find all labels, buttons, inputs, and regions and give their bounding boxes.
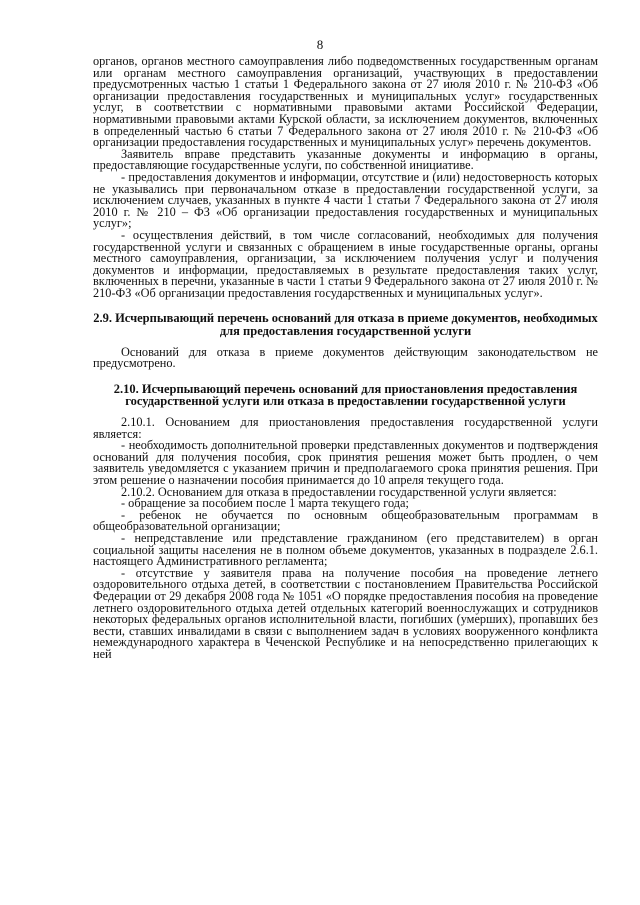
paragraph-2-10-1: 2.10.1. Основанием для приостановления предоставления государственной услуги является: (93, 415, 598, 441)
list-item-not-studying: - ребенок не обучается по основным общеобразовательным программам в общеобразовательной организации; (93, 507, 598, 534)
section-heading-2-9: 2.9. Исчерпывающий перечень оснований для отказа в приеме документов, необходимых для предоставления государственной услуги (93, 311, 598, 339)
document-body (93, 56, 598, 661)
paragraph-no-refusal-grounds: Оснований для отказа в приеме документов действующим законодательством не предусмотрено. (93, 344, 598, 371)
list-item-documents: - предоставления документов и информации, отсутствие и (или) недостоверность которых не указывались при первоначальном отказе в предоставлении государственной услуги, за исключением случаев, указанных в пункте 4 части 1 статьи 7 Федерального закона от 27 июля 2010 г. № 210 – ФЗ «Об организации предоставления государственных и муниципальных услуг»; (93, 169, 598, 231)
list-item-no-entitlement: - отсутствие у заявителя права на получение пособия на проведение летнего оздоровительного отдыха детей, в соответствии с постановлением Правительства Российской Федерации от 29 декабря 2008 года № 1051 «О порядке предоставления пособия на проведение летнего оздоровительного отдыха детей отдельных категорий военнослужащих и сотрудников некоторых федеральных органов исполнительной власти, погибших (умерших), пропавших без вести, ставших инвалидами в связи с выполнением задач в условиях вооруженного конфликта немеждународного характера в Чеченской Республике и на непосредственно прилегающих к ней (93, 565, 598, 661)
list-item-additional-check: - необходимость дополнительной проверки представленных документов и подтверждения оснований для получения пособия, срок принятия решения может быть продлен, о чем заявитель уведомляется с указанием причин и предполагаемого срока принятия решения. При этом решение о назначении пособия принимается до 10 апреля текущего года. (93, 438, 598, 487)
list-item-late-application: - обращение за пособием после 1 марта текущего года; (121, 496, 409, 511)
paragraph-2-10-2: 2.10.2. Основанием для отказа в предоставлении государственной услуги является: (121, 484, 557, 499)
paragraph-applicant-right: Заявитель вправе представить указанные документы и информацию в органы, предоставляющие государственные услуги, по собственной инициативе. (93, 146, 598, 173)
list-item-actions: - осуществления действий, в том числе согласований, необходимых для получения государственной услуги и связанных с обращением в иные государственные органы, органы местного самоуправления, организации, за исключением получения услуг и получения документов и информации, предоставляемых в результате предоставления таких услуг, включенных в перечни, указанные в части 1 статьи 9 Федерального закона от 27 июля 2010 г. № 210-ФЗ «Об организации предоставления государственных и муниципальных услуг». (93, 227, 598, 300)
section-heading-2-10: 2.10. Исчерпывающий перечень оснований для приостановления предоставления государственной услуги или отказа в предоставлении государственной услуги (113, 381, 578, 409)
page-number: 8 (316, 37, 324, 52)
paragraph-continuation: органов, органов местного самоуправления либо подведомственных государственным органам или органам местного самоуправления организаций, участвующих в предоставлении предусмотренных частью 1 статьи 1 Федерального закона от 27 июля 2010 г. № 210-ФЗ «Об организации предоставления государственных и муниципальных услуг» государственных услуг, в соответствии с нормативными правовыми актами Российской Федерации, нормативными правовыми актами Курской области, за исключением документов, включенных в определенный частью 6 статьи 7 Федерального закона от 27 июля 2010 г. № 210-ФЗ «Об организации предоставления государственных и муниципальных услуг» перечень документов. (93, 54, 598, 150)
list-item-incomplete-documents: - непредставление или представление гражданином (его представителем) в орган социальной защиты населения не в полном объеме документов, указанных в подразделе 2.6.1. настоящего Административного регламента; (93, 530, 598, 569)
